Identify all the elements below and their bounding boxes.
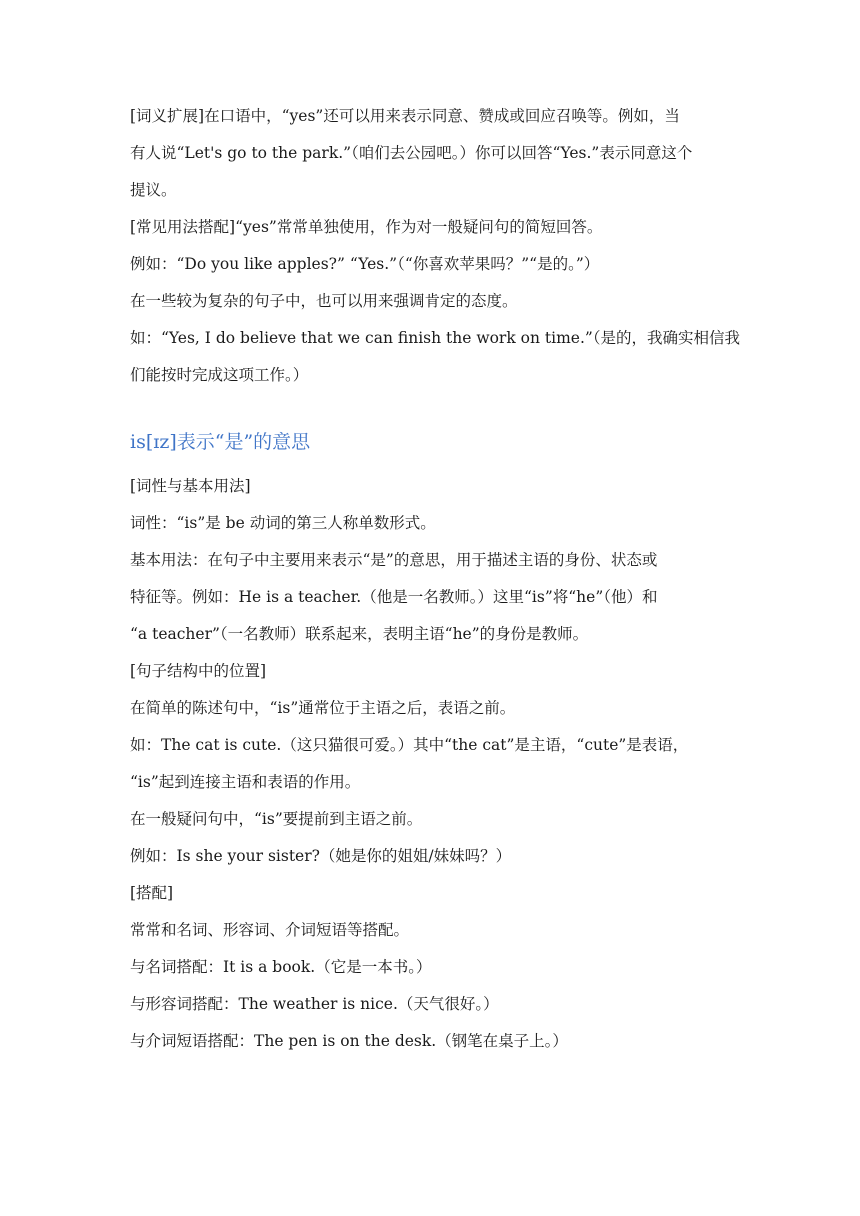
paragraph-expand-line-1: [词义扩展]在口语中，“yes”还可以用来表示同意、赞成或回应召唤等。例如，当 (130, 107, 680, 125)
example-2-line-2: 们能按时完成这项工作。） (130, 366, 309, 384)
collocation-preposition: 与介词短语搭配：The pen is on the desk.（钢笔在桌子上。） (130, 1032, 568, 1050)
collocation-noun: 与名词搭配：It is a book.（它是一本书。） (130, 958, 432, 976)
position-statement: 在简单的陈述句中，“is”通常位于主语之后，表语之前。 (130, 699, 516, 717)
position-title: [句子结构中的位置] (130, 662, 267, 680)
example-1: 例如：“Do you like apples?” “Yes.”（“你喜欢苹果吗？”“是的。”） (130, 255, 600, 273)
question-example: 例如：Is she your sister?（她是你的姐姐/妹妹吗？） (130, 847, 512, 865)
collocation-statement: 常常和名词、形容词、介词短语等搭配。 (130, 921, 410, 939)
question-statement: 在一般疑问句中，“is”要提前到主语之前。 (130, 810, 423, 828)
position-example-line-1: 如：The cat is cute.（这只猫很可爱。）其中“the cat”是主语，“cute”是表语， (130, 736, 689, 754)
example-2-line-1: 如：“Yes, I do believe that we can finish the work on time.”（是的，我确实相信我 (130, 329, 741, 347)
paragraph-expand-line-3: 提议。 (130, 181, 177, 199)
paragraph-expand-line-2: 有人说“Let's go to the park.”（咱们去公园吧。）你可以回答“Yes.”表示同意这个 (130, 144, 693, 162)
section-heading: is[ɪz]表示“是”的意思 (130, 431, 311, 453)
usage-line-3: “a teacher”（一名教师）联系起来，表明主语“he”的身份是教师。 (130, 625, 589, 643)
collocation-adjective: 与形容词搭配：The weather is nice.（天气很好。） (130, 995, 499, 1013)
pos-line: 词性：“is”是 be 动词的第三人称单数形式。 (130, 514, 436, 532)
collocation-intro: [常见用法搭配]“yes”常常单独使用，作为对一般疑问句的简短回答。 (130, 218, 603, 236)
pos-title: [词性与基本用法] (130, 477, 251, 495)
usage-line-1: 基本用法：在句子中主要用来表示“是”的意思，用于描述主语的身份、状态或 (130, 551, 658, 569)
collocation-title: [搭配] (130, 884, 174, 902)
usage-line-2: 特征等。例如：He is a teacher.（他是一名教师。）这里“is”将“he”（他）和 (130, 588, 658, 606)
complex-intro: 在一些较为复杂的句子中，也可以用来强调肯定的态度。 (130, 292, 518, 310)
position-example-line-2: “is”起到连接主语和表语的作用。 (130, 773, 361, 791)
